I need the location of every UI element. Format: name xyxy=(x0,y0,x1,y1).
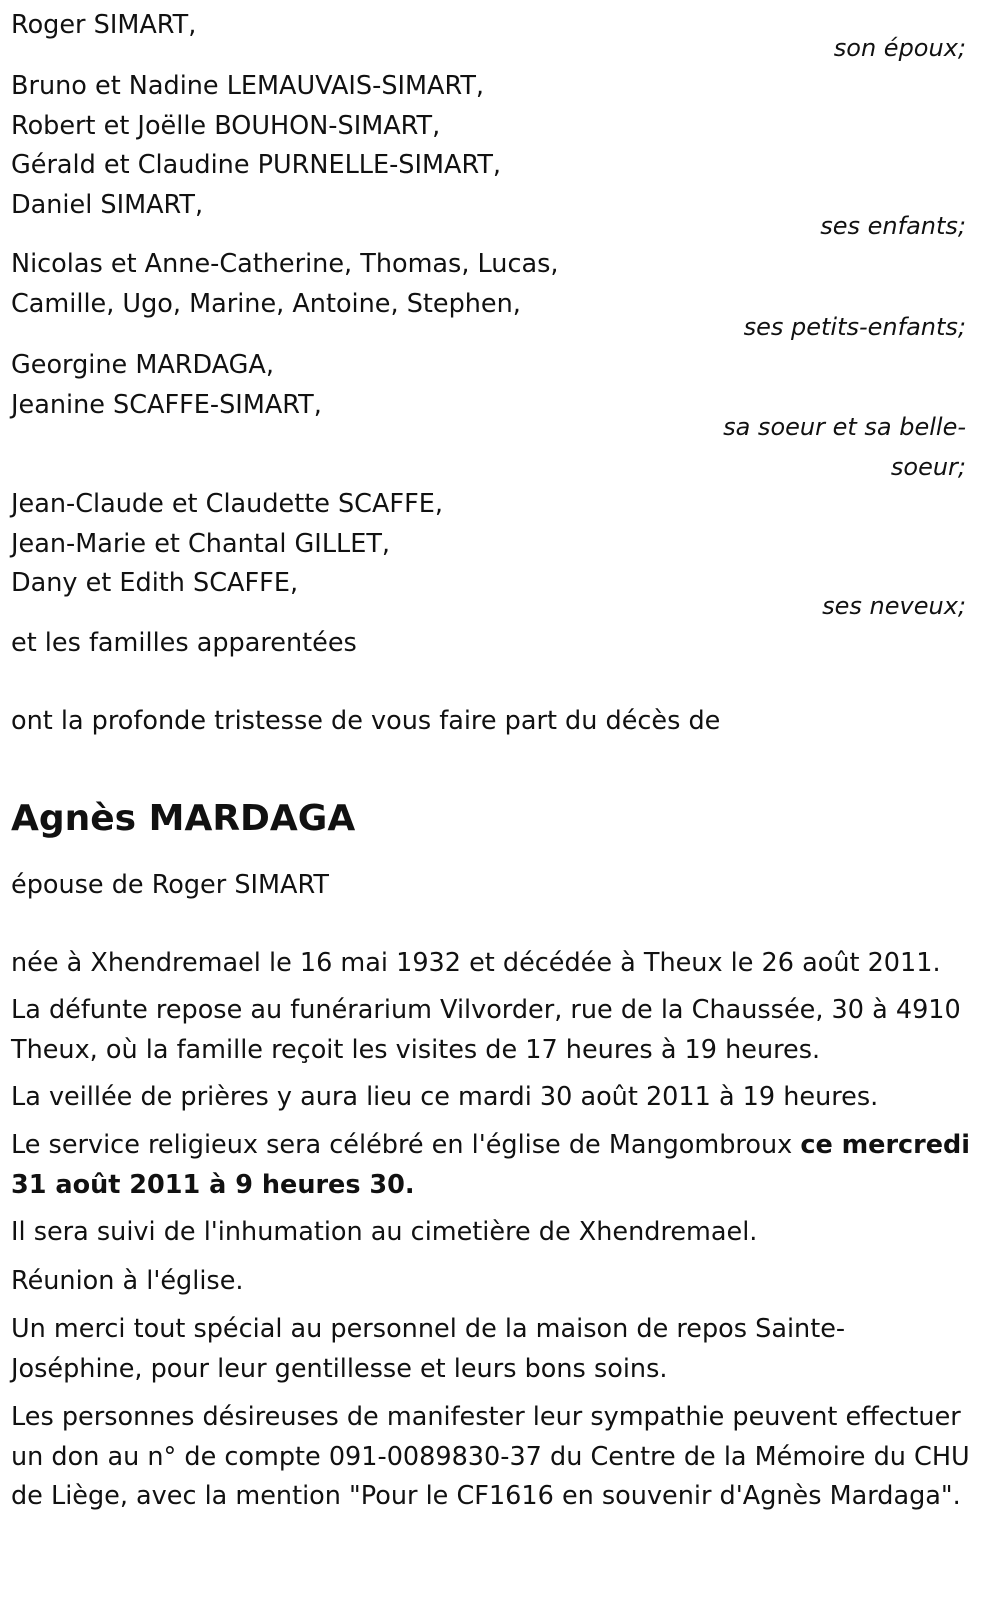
thanks-paragraph: Un merci tout spécial au personnel de la maison de repos Sainte-Joséphine, pour leur gentillesse et leurs bons soins. xyxy=(11,1314,846,1384)
relation-line: ses petits-enfants; xyxy=(743,313,966,341)
family-name-line: Jeanine SCAFFE-SIMART, xyxy=(11,389,322,420)
family-group-sisters xyxy=(11,346,322,425)
family-name-line: Dany et Edith SCAFFE, xyxy=(11,568,299,598)
family-group-spouse xyxy=(11,6,196,46)
family-name-line: Daniel SIMART, xyxy=(11,189,204,220)
relation-line: ses enfants; xyxy=(820,212,966,240)
relation-label-spouse xyxy=(834,28,966,68)
family-name-line: Camille, Ugo, Marine, Antoine, Stephen, xyxy=(11,288,521,319)
relation-label-grandchildren xyxy=(744,307,966,347)
family-group-nephews xyxy=(11,485,443,604)
birth-death-paragraph: née à Xhendremael le 16 mai 1932 et décédée à Theux le 26 août 2011. xyxy=(11,948,941,978)
family-name-line: Robert et Joëlle BOUHON-SIMART, xyxy=(11,110,441,141)
family-name-line: Roger SIMART, xyxy=(11,10,197,40)
service-date-text: ce mercredi 31 août 2011 à 9 heures 30. xyxy=(11,1130,971,1200)
donation-paragraph: Les personnes désireuses de manifester leur sympathie peuvent effectuer un don au n° de compte 091-0089830-37 du Centre de la Mémoire du CHU de Liège, avec la mention "Pour le CF1616 en souvenir d'Agnès Mardaga". xyxy=(11,1402,970,1511)
relation-line: ses neveux; xyxy=(822,592,966,620)
deceased-name: Agnès MARDAGA xyxy=(11,798,356,839)
family-name-line: Gérald et Claudine PURNELLE-SIMART, xyxy=(11,150,502,180)
relation-line: soeur; xyxy=(890,453,966,481)
family-group-grandchildren xyxy=(11,245,559,324)
family-name-line: Jean-Marie et Chantal GILLET, xyxy=(11,528,391,559)
service-paragraph xyxy=(11,1126,971,1205)
family-name-line: Georgine MARDAGA, xyxy=(11,350,274,380)
family-name-line: Jean-Claude et Claudette SCAFFE, xyxy=(11,489,443,519)
relation-line: son époux; xyxy=(833,34,966,62)
vigil-paragraph: La veillée de prières y aura lieu ce mardi 30 août 2011 à 19 heures. xyxy=(11,1082,879,1112)
family-group-children xyxy=(11,67,501,225)
funerarium-paragraph: La défunte repose au funérarium Vilvorder, rue de la Chaussée, 30 à 4910 Theux, où la famille reçoit les visites de 17 heures à 19 heures. xyxy=(11,995,961,1065)
spouse-line: épouse de Roger SIMART xyxy=(11,870,329,900)
relation-label-nephews xyxy=(822,586,966,626)
relation-line: sa soeur et sa belle- xyxy=(723,413,966,441)
relation-label-sisters xyxy=(723,407,966,487)
burial-paragraph: Il sera suivi de l'inhumation au cimetière de Xhendremael. xyxy=(11,1217,758,1247)
meeting-paragraph: Réunion à l'église. xyxy=(11,1266,244,1296)
family-name-line: Nicolas et Anne-Catherine, Thomas, Lucas, xyxy=(11,249,559,279)
families-line: et les familles apparentées xyxy=(11,628,357,658)
relation-label-children xyxy=(820,206,966,246)
announcement-text: ont la profonde tristesse de vous faire part du décès de xyxy=(11,706,721,736)
family-name-line: Bruno et Nadine LEMAUVAIS-SIMART, xyxy=(11,71,485,101)
service-intro-text: Le service religieux sera célébré en l'église de Mangombroux xyxy=(11,1130,801,1160)
